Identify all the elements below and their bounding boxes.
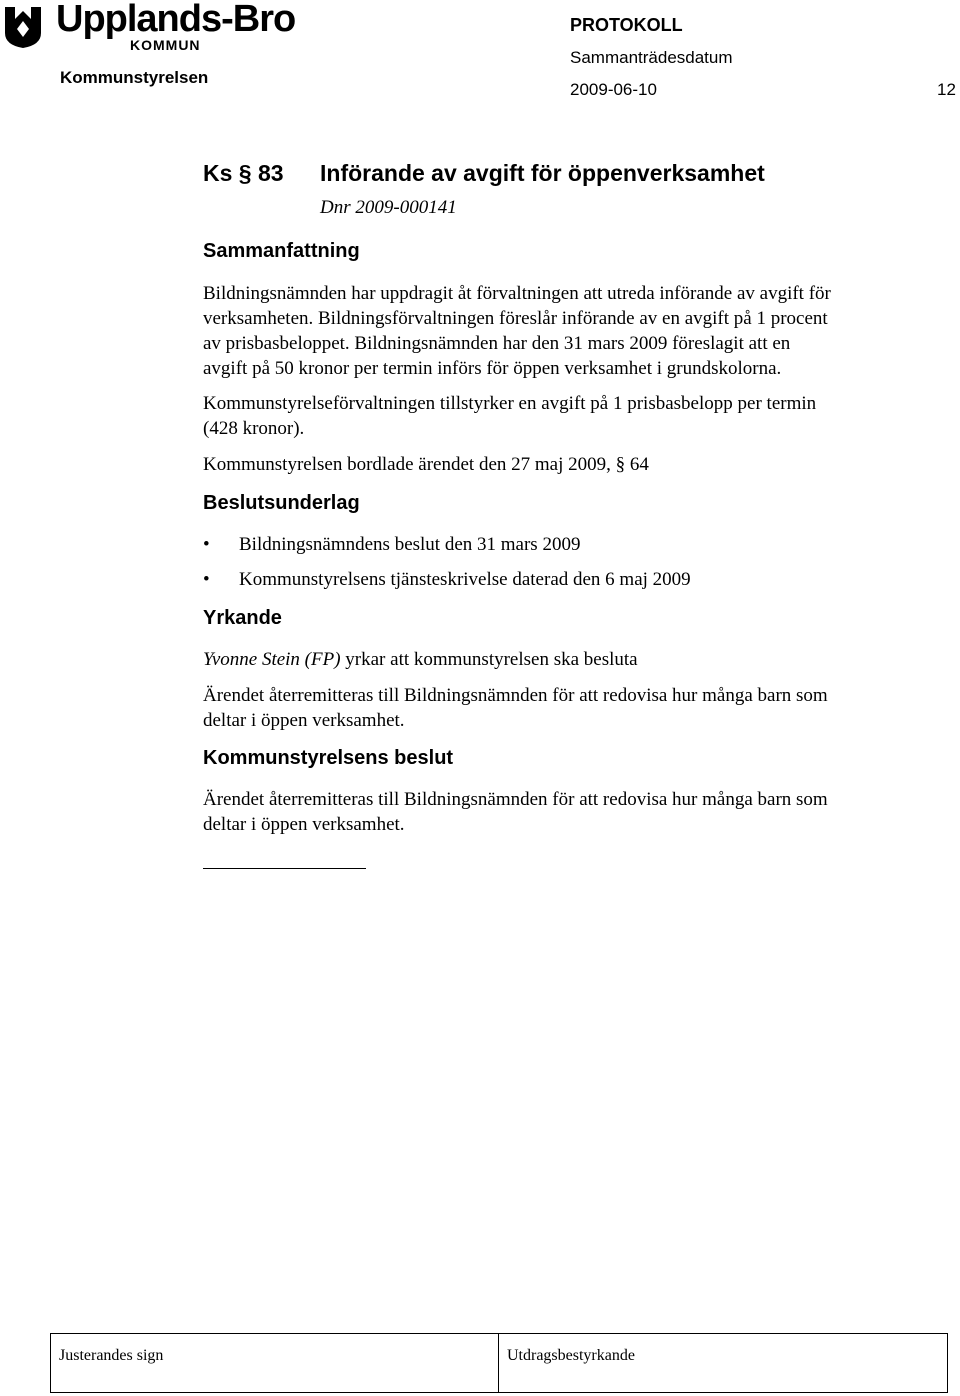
certification-label: Utdragsbestyrkande <box>507 1347 635 1364</box>
section-end-rule <box>203 868 366 869</box>
motion-person: Yvonne Stein (FP) <box>203 649 341 670</box>
text-line: Bildningsnämnden har uppdragit åt förvaltningen att utreda införande av avgift för <box>203 283 831 304</box>
section-number: Ks § 83 <box>203 160 284 186</box>
logo-text: Upplands-Bro <box>56 0 296 40</box>
decision-basis-heading: Beslutsunderlag <box>203 492 360 514</box>
meeting-date-value: 2009-06-10 <box>570 80 657 99</box>
diary-number: Dnr 2009-000141 <box>320 197 457 218</box>
motion-statement-text: yrkar att kommunstyrelsen ska besluta <box>340 649 638 670</box>
municipality-logo <box>0 0 300 60</box>
meeting-date-label: Sammanträdesdatum <box>570 48 733 67</box>
signature-box <box>50 1333 948 1393</box>
list-item-text: Kommunstyrelsens tjänsteskrivelse daterad den 6 maj 2009 <box>239 569 691 590</box>
text-line: Kommunstyrelseförvaltningen tillstyrker en avgift på 1 prisbasbelopp per termin <box>203 393 817 414</box>
text-line: deltar i öppen verksamhet. <box>203 814 405 835</box>
summary-paragraph-1 <box>203 281 933 381</box>
text-line: Ärendet återremitteras till Bildningsnämnden för att redovisa hur många barn som <box>203 789 828 810</box>
signature-divider <box>498 1334 499 1392</box>
logo-subtext: KOMMUN <box>130 37 201 53</box>
section-title: Införande av avgift för öppenverksamhet <box>320 160 765 186</box>
text-line: Ärendet återremitteras till Bildningsnämnden för att redovisa hur många barn som <box>203 685 828 706</box>
text-line: av prisbasbeloppet. Bildningsnämnden har den 31 mars 2009 föreslagit att en <box>203 333 791 354</box>
page-number: 12 <box>937 80 956 99</box>
text-line: verksamheten. Bildningsförvaltningen föreslår införande av en avgift på 1 procent <box>203 308 828 329</box>
logo-emblem-icon <box>3 3 43 49</box>
bullet-icon: • <box>203 534 210 555</box>
motion-heading: Yrkande <box>203 607 282 629</box>
list-item-text: Bildningsnämndens beslut den 31 mars 2009 <box>239 534 581 555</box>
bullet-icon: • <box>203 569 210 590</box>
summary-paragraph-2 <box>203 391 933 441</box>
decision-heading: Kommunstyrelsens beslut <box>203 747 454 769</box>
text-line: deltar i öppen verksamhet. <box>203 710 405 731</box>
department-name: Kommunstyrelsen <box>60 68 209 87</box>
text-line: (428 kronor). <box>203 418 305 439</box>
list-item <box>203 532 580 557</box>
adjuster-sign-label: Justerandes sign <box>59 1347 164 1364</box>
summary-paragraph-3: Kommunstyrelsen bordlade ärendet den 27 maj 2009, § 64 <box>203 454 649 475</box>
summary-heading: Sammanfattning <box>203 240 360 262</box>
motion-proposal <box>203 683 933 733</box>
text-line: avgift på 50 kronor per termin införs för öppen verksamhet i grundskolorna. <box>203 358 782 379</box>
decision-text <box>203 787 933 837</box>
document-type: PROTOKOLL <box>570 15 683 35</box>
list-item <box>203 567 691 592</box>
motion-statement <box>203 647 933 672</box>
